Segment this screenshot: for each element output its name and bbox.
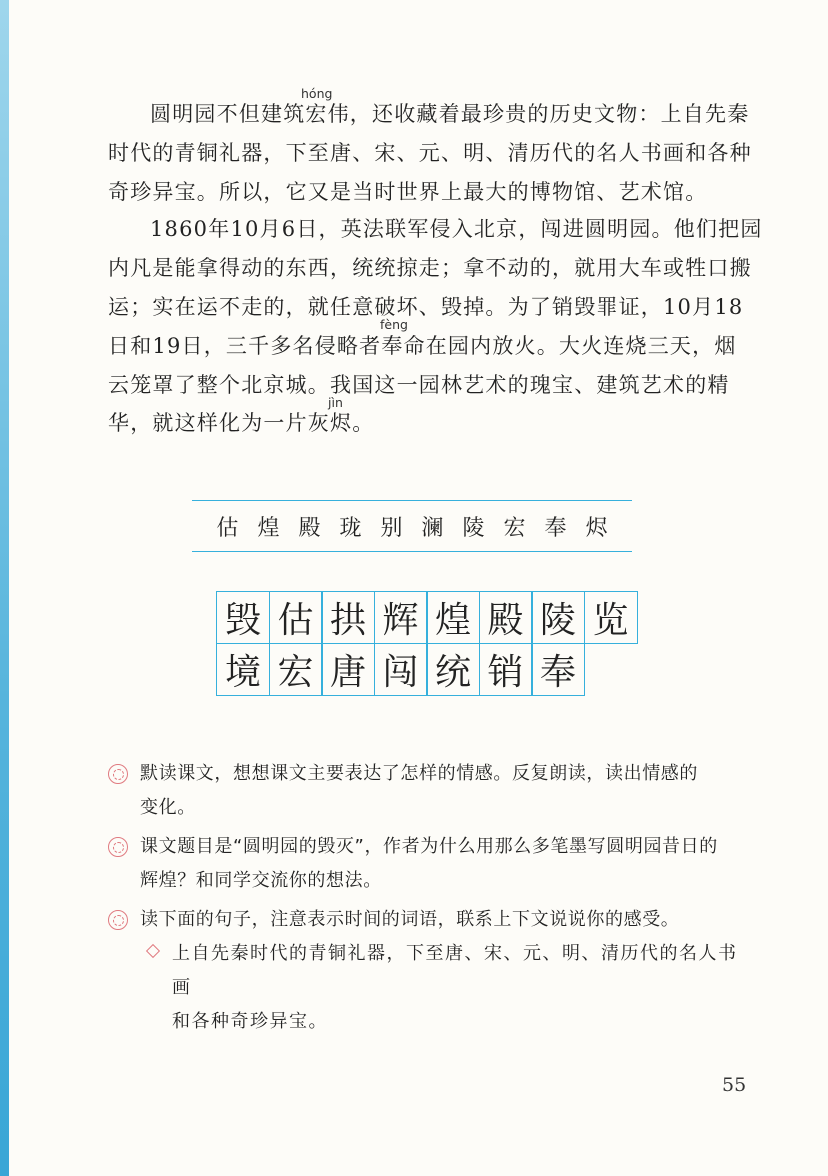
pinyin-hong: hóng [301,86,333,101]
grid-cell: 境 [216,643,270,696]
write-characters-grid [216,591,636,694]
read-char: 宏 [503,515,526,541]
read-char: 煌 [257,515,280,541]
grid-cell: 陵 [531,591,585,644]
grid-cell: 销 [479,643,533,696]
question-text: 辉煌？和同学交流你的想法。 [140,870,382,891]
grid-cell: 辉 [374,591,428,644]
passage-line-6: 运；实在运不走的，就任意破坏、毁掉。为了销毁罪证，10月18 [108,295,744,319]
grid-row-2 [216,643,636,695]
grid-cell: 煌 [426,591,480,644]
grid-cell: 宏 [269,643,323,696]
passage-line-8: 云笼罩了整个北京城。我国这一园林艺术的瑰宝、建筑艺术的精 [108,373,730,397]
grid-cell: 毁 [216,591,270,644]
grid-cell: 闯 [374,643,428,696]
grid-row-1 [216,591,636,643]
read-char: 珑 [339,515,362,541]
read-char: 殿 [298,515,321,541]
grid-cell: 览 [584,591,638,644]
grid-cell: 奉 [531,643,585,696]
question-seal-icon [108,837,128,857]
read-char: 澜 [421,515,444,541]
question-text: 默读课文，想想课文主要表达了怎样的情感。反复朗读，读出情感的 [140,763,698,784]
passage-line-5: 内凡是能拿得动的东西，统统掠走；拿不动的，就用大车或牲口搬 [108,256,752,280]
diamond-bullet-icon [146,944,160,958]
read-char: 奉 [544,515,567,541]
question-text: 课文题目是“圆明园的毁灭”，作者为什么用那么多笔墨写圆明园昔日的 [140,836,718,857]
read-characters-box [192,500,632,552]
page-number: 55 [722,1074,747,1096]
passage-line-9: 华，就这样化为一片灰烬。 [108,411,375,435]
read-char: 烬 [585,515,608,541]
pinyin-jin: jìn [328,395,343,410]
passage-line-1: 圆明园不但建筑宏伟，还收藏着最珍贵的历史文物：上自先秦 [150,102,750,126]
passage-line-2: 时代的青铜礼器，下至唐、宋、元、明、清历代的名人书画和各种 [108,141,752,165]
grid-cell: 唐 [321,643,375,696]
read-char: 别 [380,515,403,541]
question-text: 变化。 [140,797,196,818]
passage-line-4: 1860年10月6日，英法联军侵入北京，闯进圆明园。他们把园 [150,217,763,241]
example-sentence-text: 和各种奇珍异宝。 [172,1011,328,1032]
page-edge-bar [0,0,9,1176]
passage-line-7: 日和19日，三千多名侵略者奉命在园内放火。大火连烧三天，烟 [108,334,737,358]
question-seal-icon [108,910,128,930]
question-seal-icon [108,764,128,784]
example-sentence-text: 上自先秦时代的青铜礼器，下至唐、宋、元、明、清历代的名人书画 [172,943,738,998]
grid-cell: 殿 [479,591,533,644]
question-text: 读下面的句子，注意表示时间的词语，联系上下文说说你的感受。 [140,909,680,930]
grid-cell: 拱 [321,591,375,644]
passage-line-3: 奇珍异宝。所以，它又是当时世界上最大的博物馆、艺术馆。 [108,180,708,204]
grid-cell: 估 [269,591,323,644]
grid-cell: 统 [426,643,480,696]
read-char: 估 [216,515,239,541]
read-char: 陵 [462,515,485,541]
pinyin-feng: fèng [380,317,408,332]
